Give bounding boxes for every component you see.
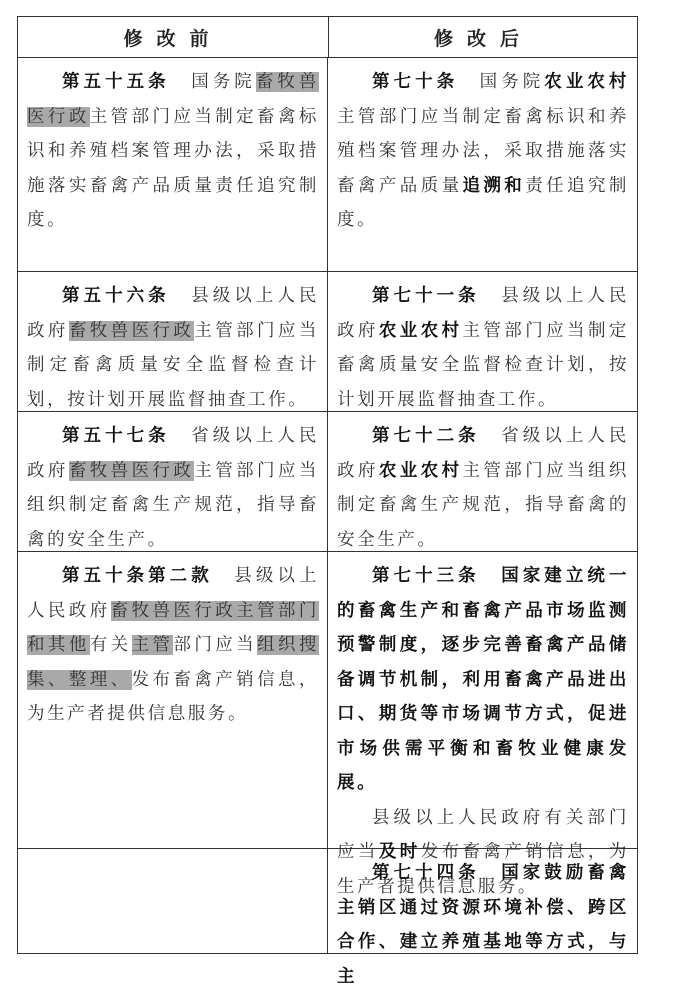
text-span: 省级以上人民政府 <box>27 426 320 481</box>
table-row <box>18 552 637 897</box>
text-span: 责任追究制度。 <box>337 175 629 230</box>
after-cell <box>328 849 637 987</box>
text-span: 县级以上人民政府 <box>27 566 320 621</box>
added-article: 第七十三条 国家建立统一的畜禽生产和畜禽产品市场监测预警制度，逐步完善畜禽产品储备调节机制，利用畜禽产品进出口、期货等市场调节方式，促进市场供需平衡和畜牧业健康发展。 <box>337 566 629 793</box>
deleted-text: 畜牧兽医行政 <box>68 320 195 341</box>
article-number: 第五十条第二款 <box>62 566 213 586</box>
header-before: 修改前 <box>18 17 329 57</box>
before-paragraph <box>27 419 319 557</box>
added-text: 农业农村 <box>378 320 463 341</box>
text-span: 县级以上人民政府有关部门应当 <box>337 807 629 862</box>
before-paragraph <box>27 279 319 417</box>
after-paragraph <box>337 279 629 417</box>
after-cell <box>328 58 637 271</box>
added-text: 追溯和 <box>462 175 526 196</box>
after-cell <box>328 412 637 551</box>
after-cell <box>328 552 637 897</box>
text-span: 发布畜禽产销信息，为生产者提供信息服务。 <box>27 669 319 724</box>
text-span: 主管部门应当制定畜禽标识和养殖档案管理办法，采取措施落实畜禽产品质量责任追究制度。 <box>27 106 319 230</box>
comparison-table <box>17 16 638 987</box>
text-span: 主管部门应当制定畜禽质量安全监督检查计划，按计划开展监督抽查工作。 <box>337 320 629 410</box>
added-text: 农业农村 <box>378 460 463 481</box>
text-span: 县级以上人民政府 <box>27 286 320 341</box>
article-number: 第五十七条 <box>62 426 170 446</box>
article-number: 第七十二条 <box>372 426 480 446</box>
table-row <box>18 849 637 987</box>
added-text: 及时 <box>378 842 421 862</box>
text-span: 部门应当 <box>173 635 258 655</box>
deleted-text: 畜牧兽医行政 <box>27 72 319 127</box>
after-paragraph <box>337 65 629 238</box>
before-cell <box>18 58 328 271</box>
article-number: 第七十条 <box>372 72 459 92</box>
article-number: 第五十六条 <box>62 286 170 306</box>
article-number: 第五十五条 <box>62 72 170 92</box>
deleted-text: 畜牧兽医行政 <box>68 460 195 481</box>
text-span: 主管部门应当制定畜禽标识和养殖档案管理办法，采取措施落实畜禽产品质量 <box>337 106 629 196</box>
deleted-text: 畜牧兽医行政主管部门和其他 <box>27 600 320 655</box>
deleted-text: 主管 <box>131 635 174 655</box>
article-number: 第七十一条 <box>372 286 480 306</box>
after-cell <box>328 272 637 411</box>
table-row <box>18 272 637 412</box>
before-paragraph <box>27 559 319 732</box>
text-span: 省级以上人民政府 <box>337 426 630 481</box>
added-text: 农业农村 <box>544 72 629 92</box>
before-cell <box>18 552 328 848</box>
text-span: 主管部门应当组织制定畜禽生产规范，指导畜禽的安全生产。 <box>27 460 319 550</box>
table-header <box>18 17 637 58</box>
added-article: 第七十四条 国家鼓励畜禽主销区通过资源环境补偿、跨区合作、建立养殖基地等方式，与主 <box>337 863 629 987</box>
after-paragraph <box>337 419 629 557</box>
text-span: 国务院 <box>169 72 256 92</box>
text-span: 主管部门应当组织制定畜禽生产规范，指导畜禽的安全生产。 <box>337 460 629 550</box>
table-row <box>18 412 637 552</box>
text-span: 县级以上人民政府 <box>337 286 630 341</box>
table-row <box>18 58 637 272</box>
before-cell <box>18 412 328 551</box>
before-cell <box>18 272 328 411</box>
header-after: 修改后 <box>433 27 533 50</box>
deleted-text: 组织搜集、整理、 <box>27 635 319 690</box>
text-span: 发布畜禽产销信息，为生产者提供信息服务。 <box>337 842 630 897</box>
before-cell-empty <box>18 849 328 953</box>
before-paragraph <box>27 65 319 238</box>
text-span: 国务院 <box>458 72 545 92</box>
text-span: 有关 <box>89 635 132 655</box>
text-span: 主管部门应当制定畜禽质量安全监督检查计划，按计划开展监督抽查工作。 <box>27 320 319 410</box>
